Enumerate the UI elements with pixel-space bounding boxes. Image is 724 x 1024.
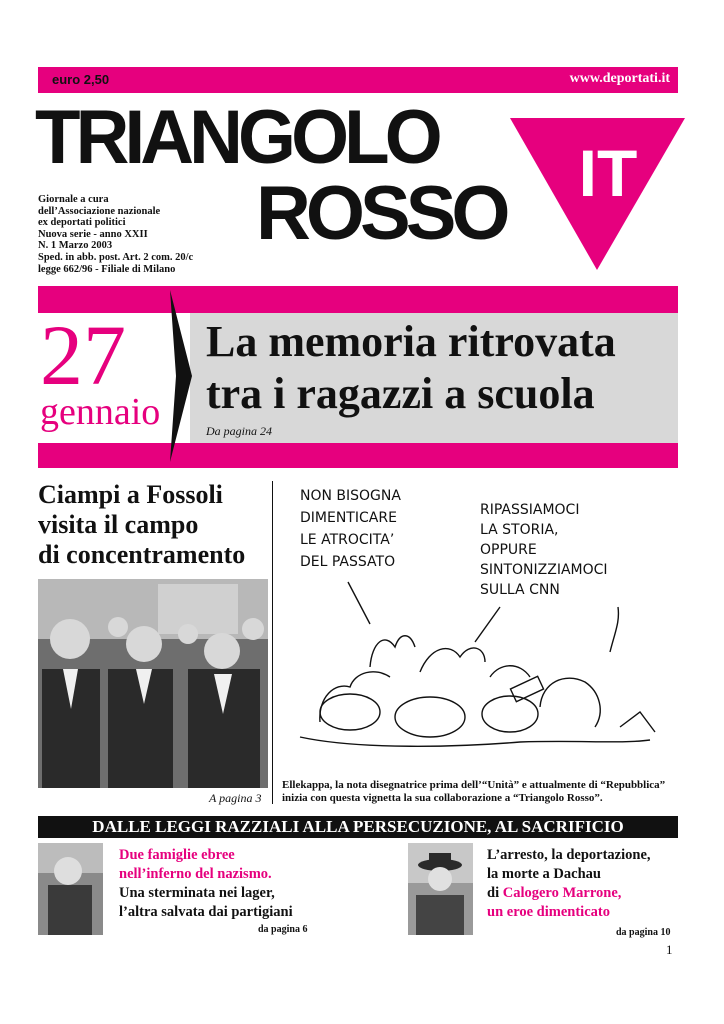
family-photo [38,843,103,935]
marrone-page-ref[interactable]: da pagina 10 [616,927,671,938]
families-page-ref[interactable]: da pagina 6 [258,924,308,935]
chevron-divider-icon [166,290,196,462]
bubble-right-line2: LA STORIA, [480,522,559,538]
ciampi-headline[interactable]: Ciampi a Fossoli visita il campo di concentramento [38,480,246,569]
bubble-left-line4: DEL PASSATO [300,554,396,570]
bubble-right-line3: OPPURE [480,542,537,558]
red-triangle-emblem [510,118,685,273]
cartoon-caption: Ellekappa, la nota disegnatrice prima dell’“Unità” e attualmente di “Repubblica” inizia con questa vignetta la sua collaborazione a “Triangolo Rosso”. [282,779,666,804]
banner-month: gennaio [40,391,161,433]
cartoon-illustration [280,482,678,774]
masthead-title-line2: ROSSO [256,171,506,256]
section-header [38,816,678,838]
marrone-photo [408,843,473,935]
families-story-headline[interactable]: Due famiglie ebree nell’inferno del nazismo. Una sterminata nei lager, l’altra salvata dai partigiani [119,847,293,920]
bubble-left-line1: NON BISOGNA [300,488,401,504]
banner-day: 27 [40,307,126,403]
emblem-text: IT [578,136,638,210]
website-link[interactable]: www.deportati.it [569,71,670,86]
bubble-right-line5: SULLA CNN [480,582,560,598]
section-title: DALLE LEGGI RAZZIALI ALLA PERSECUZIONE, AL SACRIFICIO [92,817,624,836]
banner-page-ref[interactable]: Da pagina 24 [206,424,272,438]
main-headline-line1[interactable]: La memoria ritrovata [206,317,616,366]
top-bar [38,67,678,93]
bubble-left-line2: DIMENTICARE [300,510,397,526]
ciampi-photo [38,579,268,788]
masthead-title-line1: TRIANGOLO [35,95,438,180]
price: euro 2,50 [52,72,110,87]
marrone-story-headline[interactable]: L’arresto, la deportazione, la morte a Dachau di Calogero Marrone, un eroe dimenticato [487,847,651,920]
bubble-right-line1: RIPASSIAMOCI [480,502,580,518]
bubble-right-line4: SINTONIZZIAMOCI [480,562,608,578]
bubble-left-line3: LE ATROCITA’ [300,532,395,548]
main-headline-line2[interactable]: tra i ragazzi a scuola [206,369,595,418]
column-divider [272,481,273,804]
ciampi-page-ref[interactable]: A pagina 3 [209,791,262,805]
page-number: 1 [666,942,673,957]
publication-info: Giornale a cura dell’Associazione nazionale ex deportati politici Nuova serie - anno XXII N. 1 Marzo 2003 Sped. in abb. post. Art. 2 com. 20/c legge 662/96 - Filiale di Milano [38,194,194,275]
